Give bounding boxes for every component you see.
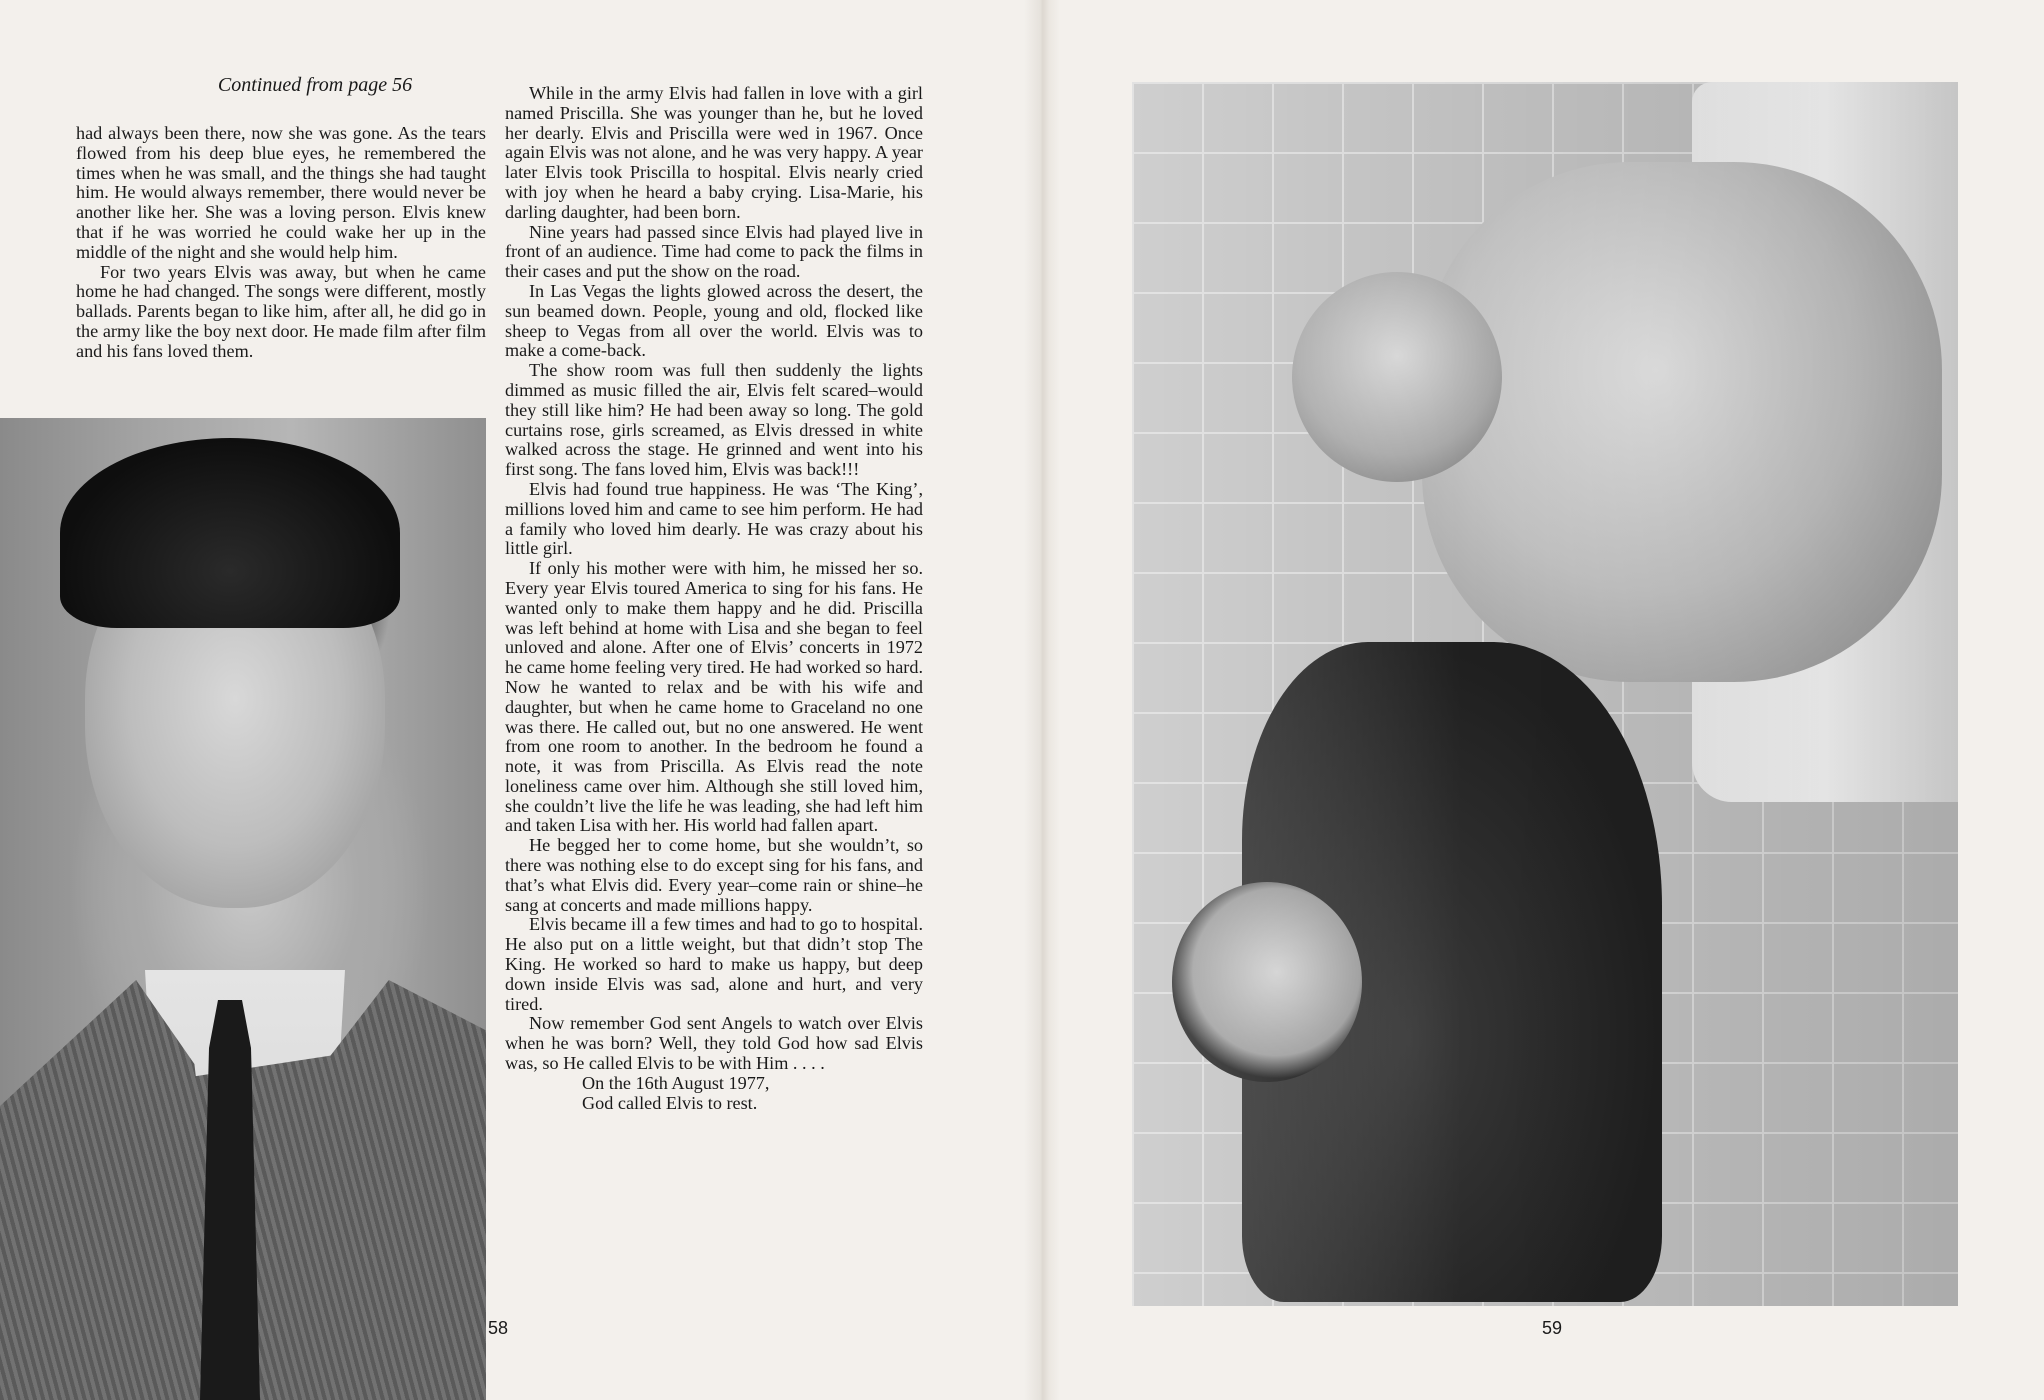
continued-note: Continued from page 56 [217, 74, 413, 96]
closing-line: God called Elvis to rest. [582, 1092, 758, 1113]
paragraph: If only his mother were with him, he missed her so. Every year Elvis toured America to sing for his fans. He wanted only to make them happy and he did. Priscilla was left behind at home with Lisa and she began to feel unloved and alone. After one of Elvis’ concerts in 1972 he came home feeling very tired. He had worked so hard. Now he wanted to relax and be with his wife and daughter, but when he came home to Graceland no one was there. He called out, but no one answered. He went from one room to another. In the bedroom he found a note, it was from Priscilla. As Elvis read the note loneliness came over him. Although she still loved him, she couldn’t live the life he was leading, she had left him and taken Lisa with her. His world had fallen apart. [505, 558, 923, 836]
page-number: 58 [488, 1318, 509, 1338]
right-page [1032, 0, 2044, 1400]
paragraph: He begged her to come home, but she wouldn’t, so there was nothing else to do except sing for his fans, and that’s what Elvis did. Every year–come rain or shine–he sang at concerts and made millions happy. [505, 835, 923, 915]
paragraph: The show room was full then suddenly the lights dimmed as music filled the air, Elvis felt scared–would they still like him? He had been away so long. The gold curtains rose, girls screamed, as Elvis dressed in white walked across the stage. He grinned and went into his first song. The fans loved him, Elvis was back!!! [505, 360, 923, 480]
paragraph: Elvis became ill a few times and had to go to hospital. He also put on a little weight, but that didn’t stop The King. He worked so hard to make us happy, but deep down inside Elvis was sad, alone and hurt, and very tired. [505, 914, 923, 1014]
closing-lines [505, 1074, 923, 1114]
paragraph: Now remember God sent Angels to watch over Elvis when he was born? Well, they told God how sad Elvis was, so He called Elvis to be with Him . . . . [505, 1013, 923, 1074]
paragraph: Nine years had passed since Elvis had played live in front of an audience. Time had come to pack the films in their cases and put the show on the road. [505, 221, 923, 282]
page-number: 59 [1542, 1318, 1563, 1338]
photo-shading [1132, 82, 1958, 1306]
portrait-photo [0, 418, 486, 1400]
paragraph: While in the army Elvis had fallen in love with a girl named Priscilla. She was younger than he, but he loved her dearly. Elvis and Priscilla were wed in 1967. Once again Elvis was not alone, and he was very happy. A year later Elvis took Priscilla to hospital. Elvis nearly cried with joy when he heard a baby crying. Lisa-Marie, his darling daughter, had been born. [505, 83, 923, 222]
paragraph: Elvis had found true happiness. He was ‘The King’, millions loved him and came to see him perform. He had a family who loved him dearly. He was crazy about his little girl. [505, 478, 923, 559]
closing-line: On the 16th August 1977, [582, 1072, 770, 1093]
two-men-photo [1132, 82, 1958, 1306]
photo-hair [60, 438, 400, 628]
paragraph: In Las Vegas the lights glowed across the desert, the sun beamed down. People, young and old, flocked like sheep to Vegas from all over the world. Elvis was to make a come-back. [505, 280, 923, 361]
text-column-a [76, 124, 486, 362]
text-column-b [505, 84, 923, 1113]
paragraph: had always been there, now she was gone. As the tears flowed from his deep blue eyes, he remembered the times when he was small, and the things she had taught him. He would always remember, there would never be another like her. She was a loving person. Elvis knew that if he was worried he could wake her up in the middle of the night and she would help him. [76, 123, 486, 262]
paragraph: For two years Elvis was away, but when he came home he had changed. The songs were different, mostly ballads. Parents began to like him, after all, he did go in the army like the boy next door. He made film after film and his fans loved them. [76, 261, 486, 361]
photo-tie [200, 1000, 260, 1400]
